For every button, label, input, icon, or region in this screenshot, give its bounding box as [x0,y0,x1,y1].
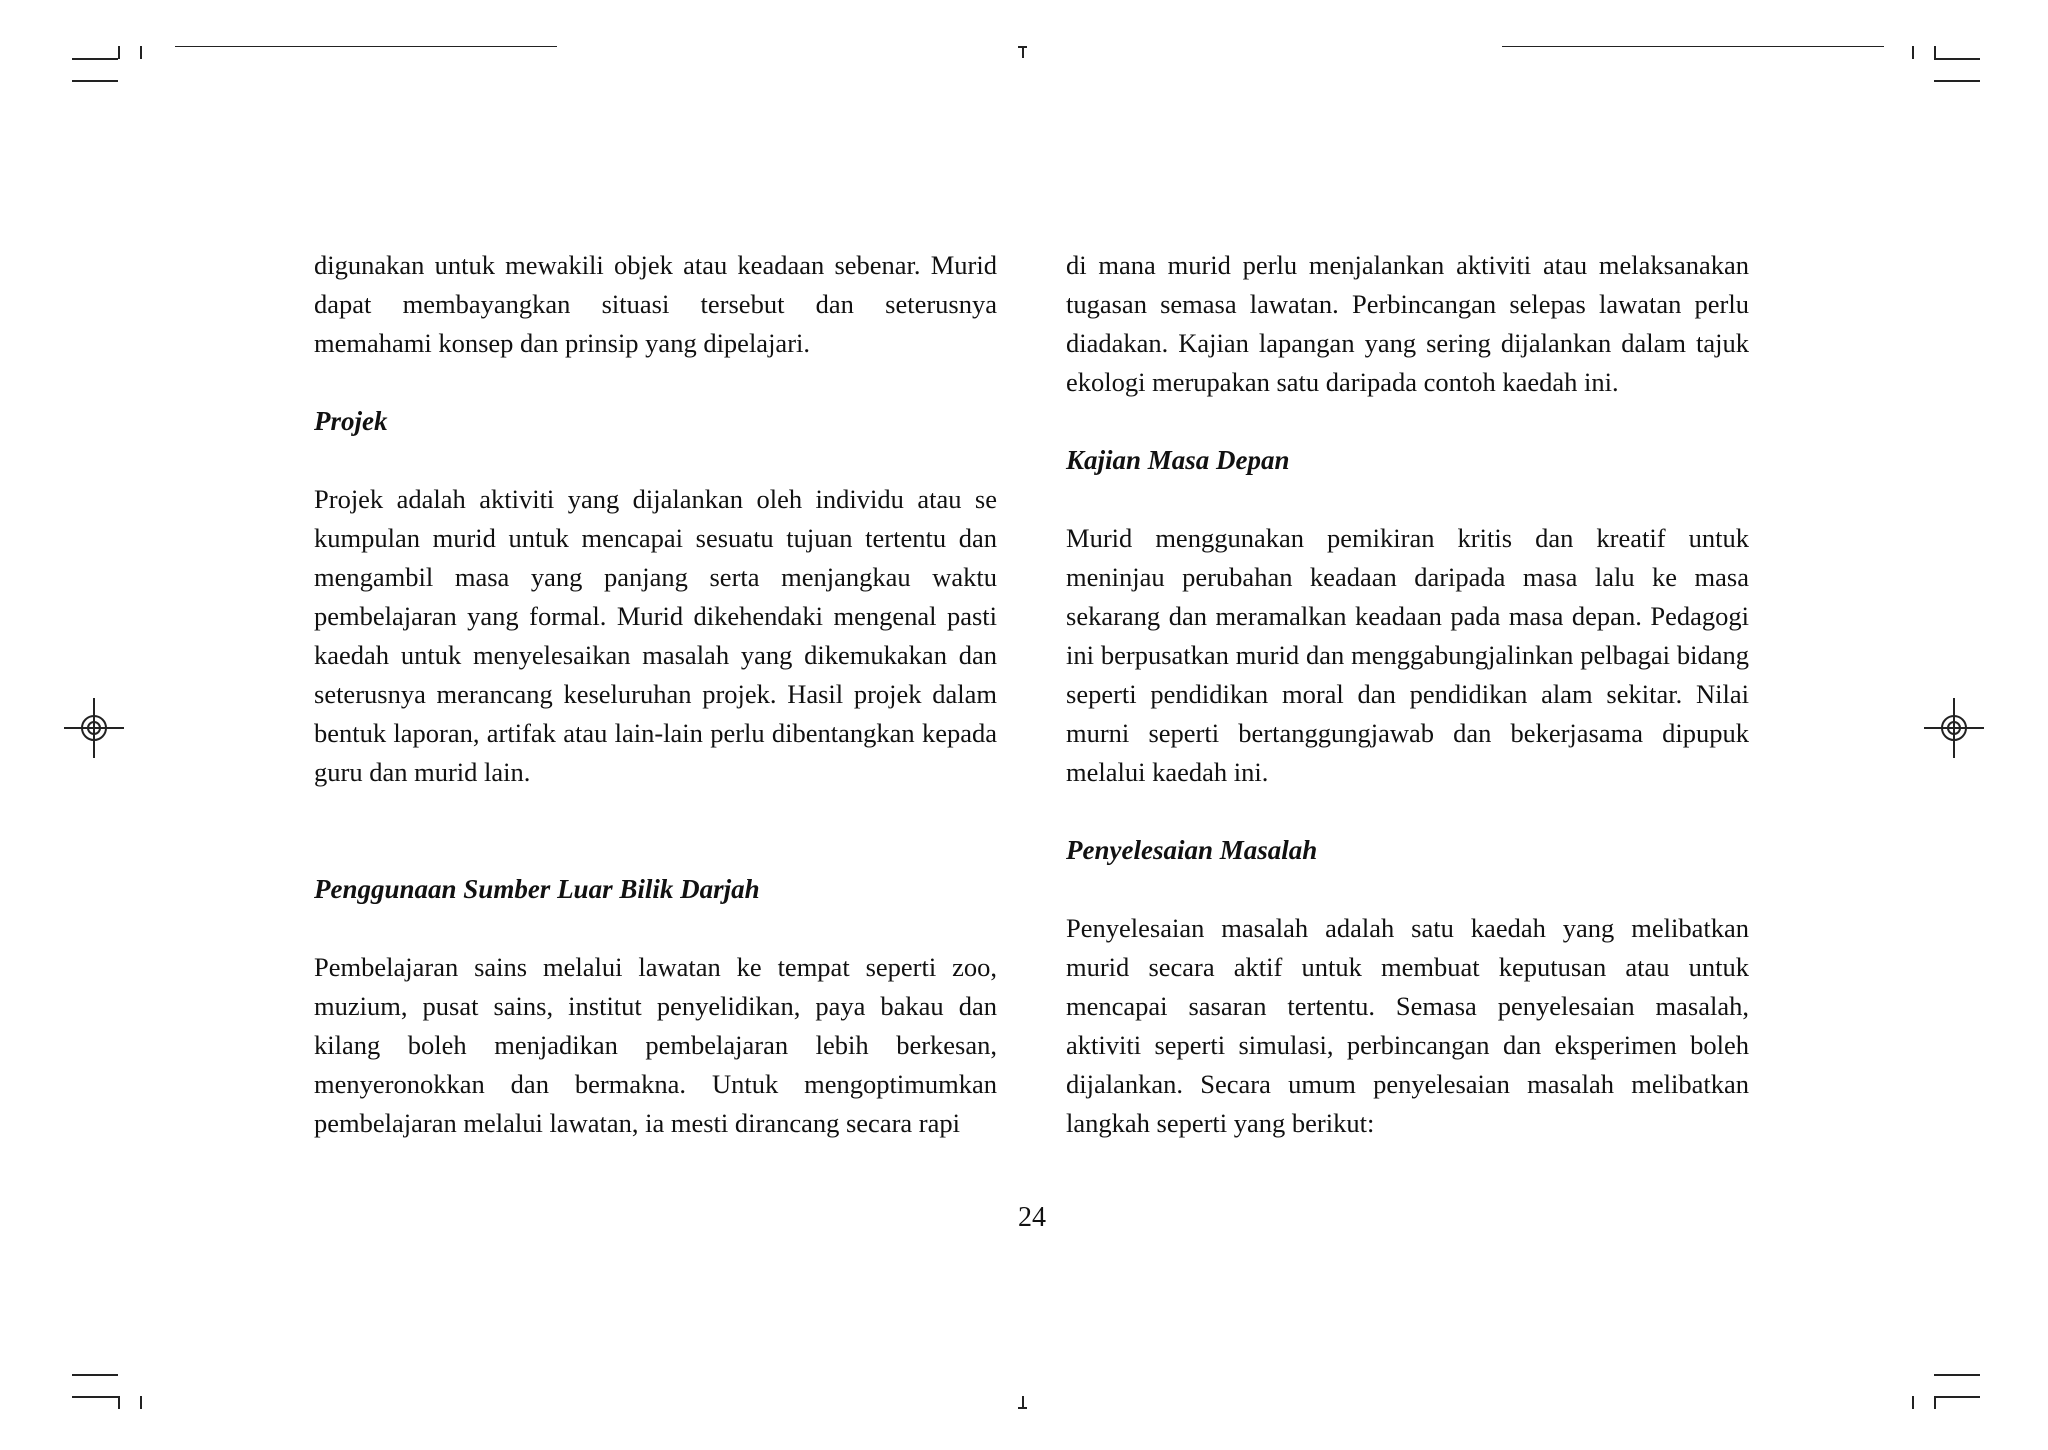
intro-paragraph: digunakan untuk mewakili objek atau keadaan sebenar. Murid dapat membayangkan situasi tersebut dan seterusnya memahami konsep dan prinsip yang dipelajari. [314,250,997,358]
kajian-masa-depan-paragraph: Murid menggunakan pemikiran kritis dan kreatif untuk meninjau perubahan keadaan daripada masa lalu ke masa sekarang dan meramalkan keadaan pada masa depan. Pedagogi ini berpusatkan murid dan menggabungjalinkan pelbagai bidang seperti pendidikan moral dan pendidikan alam sekitar. Nilai murni seperti bertanggungjawab dan bekerjasama dipupuk melalui kaedah ini. [1066,523,1749,787]
projek-heading: Projek [314,406,388,436]
penyelesaian-masalah-heading: Penyelesaian Masalah [1066,835,1318,865]
kajian-masa-depan-heading: Kajian Masa Depan [1066,445,1290,475]
right-column [1066,246,1749,1143]
left-column [314,246,997,1143]
registration-mark-right-icon [1924,698,1984,758]
continuation-paragraph: di mana murid perlu menjalankan aktiviti atau melaksanakan tugasan semasa lawatan. Perbincangan selepas lawatan perlu diadakan. Kajian lapangan yang sering dijalankan dalam tajuk ekologi merupakan satu daripada contoh kaedah ini. [1066,250,1749,397]
sumber-luar-heading: Penggunaan Sumber Luar Bilik Darjah [314,874,760,904]
penyelesaian-masalah-paragraph: Penyelesaian masalah adalah satu kaedah yang melibatkan murid secara aktif untuk membuat keputusan atau untuk mencapai sasaran tertentu. Semasa penyelesaian masalah, aktiviti seperti simulasi, perbincangan dan eksperimen boleh dijalankan. Secara umum penyelesaian masalah melibatkan langkah seperti yang berikut: [1066,913,1749,1138]
projek-paragraph: Projek adalah aktiviti yang dijalankan oleh individu atau se kumpulan murid untuk mencapai sesuatu tujuan tertentu dan mengambil masa yang panjang serta menjangkau waktu pembelajaran yang formal. Murid dikehendaki mengenal pasti kaedah untuk menyelesaikan masalah yang dikemukakan dan seterusnya merancang keseluruhan projek. Hasil projek dalam bentuk laporan, artifak atau lain-lain perlu dibentangkan kepada guru dan murid lain. [314,484,997,787]
sumber-luar-paragraph: Pembelajaran sains melalui lawatan ke tempat seperti zoo, muzium, pusat sains, institut penyelidikan, paya bakau dan kilang boleh menjadikan pembelajaran lebih berkesan, menyeronokkan dan bermakna. Untuk mengoptimumkan pembelajaran melalui lawatan, ia mesti dirancang secara rapi [314,952,997,1138]
registration-mark-left-icon [64,698,124,758]
page-number: 24 [1018,1202,1046,1233]
